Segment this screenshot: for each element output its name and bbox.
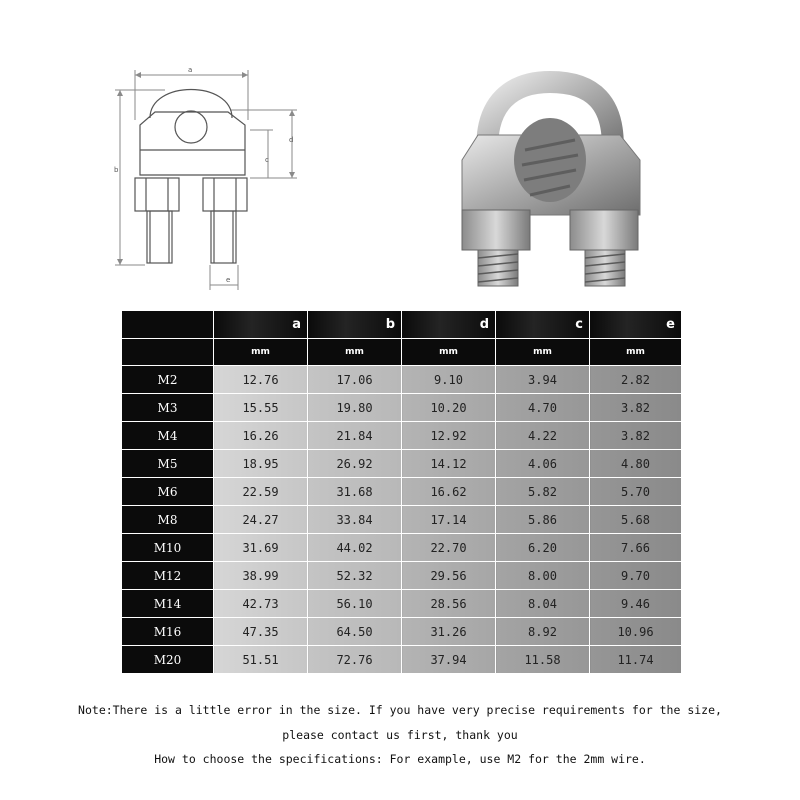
value-cell: 31.69 xyxy=(214,534,308,562)
table-row xyxy=(122,506,682,534)
value-cell: 9.46 xyxy=(590,590,682,618)
unit-a: mm xyxy=(214,339,308,366)
table-row xyxy=(122,394,682,422)
size-cell: M5 xyxy=(122,450,214,478)
note-size-error: Note:There is a little error in the size. If you have very precise requirements for the size, xyxy=(78,703,722,717)
table-row xyxy=(122,366,682,394)
size-cell: M10 xyxy=(122,534,214,562)
value-cell: 33.84 xyxy=(308,506,402,534)
size-cell: M2 xyxy=(122,366,214,394)
value-cell: 19.80 xyxy=(308,394,402,422)
dimension-header-row xyxy=(122,311,682,339)
label-a: a xyxy=(188,66,193,74)
size-cell: M20 xyxy=(122,646,214,674)
specification-table xyxy=(121,310,682,674)
value-cell: 8.00 xyxy=(496,562,590,590)
size-cell: M8 xyxy=(122,506,214,534)
value-cell: 4.80 xyxy=(590,450,682,478)
value-cell: 26.92 xyxy=(308,450,402,478)
value-cell: 4.06 xyxy=(496,450,590,478)
unit-header-row xyxy=(122,339,682,366)
value-cell: 24.27 xyxy=(214,506,308,534)
value-cell: 17.06 xyxy=(308,366,402,394)
unit-c: mm xyxy=(496,339,590,366)
value-cell: 37.94 xyxy=(402,646,496,674)
size-cell: M6 xyxy=(122,478,214,506)
value-cell: 11.74 xyxy=(590,646,682,674)
table-row xyxy=(122,422,682,450)
unit-e: mm xyxy=(590,339,682,366)
size-cell: M3 xyxy=(122,394,214,422)
size-cell: M14 xyxy=(122,590,214,618)
value-cell: 3.94 xyxy=(496,366,590,394)
unit-corner xyxy=(122,339,214,366)
unit-b: mm xyxy=(308,339,402,366)
value-cell: 10.96 xyxy=(590,618,682,646)
value-cell: 5.86 xyxy=(496,506,590,534)
label-c: c xyxy=(265,156,269,164)
value-cell: 9.10 xyxy=(402,366,496,394)
size-cell: M16 xyxy=(122,618,214,646)
header-d: d xyxy=(402,311,496,339)
clip-dimension-diagram xyxy=(100,60,310,300)
value-cell: 4.22 xyxy=(496,422,590,450)
header-b: b xyxy=(308,311,402,339)
unit-d: mm xyxy=(402,339,496,366)
value-cell: 31.68 xyxy=(308,478,402,506)
value-cell: 3.82 xyxy=(590,422,682,450)
value-cell: 52.32 xyxy=(308,562,402,590)
value-cell: 3.82 xyxy=(590,394,682,422)
header-e: e xyxy=(590,311,682,339)
value-cell: 9.70 xyxy=(590,562,682,590)
note-contact: please contact us first, thank you xyxy=(282,728,518,742)
value-cell: 11.58 xyxy=(496,646,590,674)
value-cell: 42.73 xyxy=(214,590,308,618)
value-cell: 8.92 xyxy=(496,618,590,646)
header-corner xyxy=(122,311,214,339)
label-e: e xyxy=(226,276,231,284)
value-cell: 18.95 xyxy=(214,450,308,478)
value-cell: 28.56 xyxy=(402,590,496,618)
wire-rope-clip-photo xyxy=(440,68,660,298)
label-d: d xyxy=(289,136,294,144)
value-cell: 10.20 xyxy=(402,394,496,422)
value-cell: 22.59 xyxy=(214,478,308,506)
value-cell: 29.56 xyxy=(402,562,496,590)
value-cell: 6.20 xyxy=(496,534,590,562)
label-b: b xyxy=(114,166,119,174)
value-cell: 17.14 xyxy=(402,506,496,534)
header-a: a xyxy=(214,311,308,339)
size-cell: M12 xyxy=(122,562,214,590)
value-cell: 12.92 xyxy=(402,422,496,450)
table-row xyxy=(122,590,682,618)
value-cell: 72.76 xyxy=(308,646,402,674)
size-cell: M4 xyxy=(122,422,214,450)
value-cell: 4.70 xyxy=(496,394,590,422)
value-cell: 12.76 xyxy=(214,366,308,394)
value-cell: 5.70 xyxy=(590,478,682,506)
table-row xyxy=(122,450,682,478)
value-cell: 56.10 xyxy=(308,590,402,618)
value-cell: 38.99 xyxy=(214,562,308,590)
value-cell: 2.82 xyxy=(590,366,682,394)
value-cell: 31.26 xyxy=(402,618,496,646)
value-cell: 5.82 xyxy=(496,478,590,506)
note-how-to-choose: How to choose the specifications: For example, use M2 for the 2mm wire. xyxy=(154,752,646,766)
table-row xyxy=(122,562,682,590)
value-cell: 64.50 xyxy=(308,618,402,646)
value-cell: 8.04 xyxy=(496,590,590,618)
header-c: c xyxy=(496,311,590,339)
table-row xyxy=(122,478,682,506)
table-row xyxy=(122,618,682,646)
value-cell: 47.35 xyxy=(214,618,308,646)
value-cell: 16.62 xyxy=(402,478,496,506)
value-cell: 14.12 xyxy=(402,450,496,478)
value-cell: 15.55 xyxy=(214,394,308,422)
value-cell: 51.51 xyxy=(214,646,308,674)
table-row xyxy=(122,534,682,562)
value-cell: 22.70 xyxy=(402,534,496,562)
table-row xyxy=(122,646,682,674)
value-cell: 7.66 xyxy=(590,534,682,562)
value-cell: 21.84 xyxy=(308,422,402,450)
value-cell: 44.02 xyxy=(308,534,402,562)
value-cell: 5.68 xyxy=(590,506,682,534)
value-cell: 16.26 xyxy=(214,422,308,450)
